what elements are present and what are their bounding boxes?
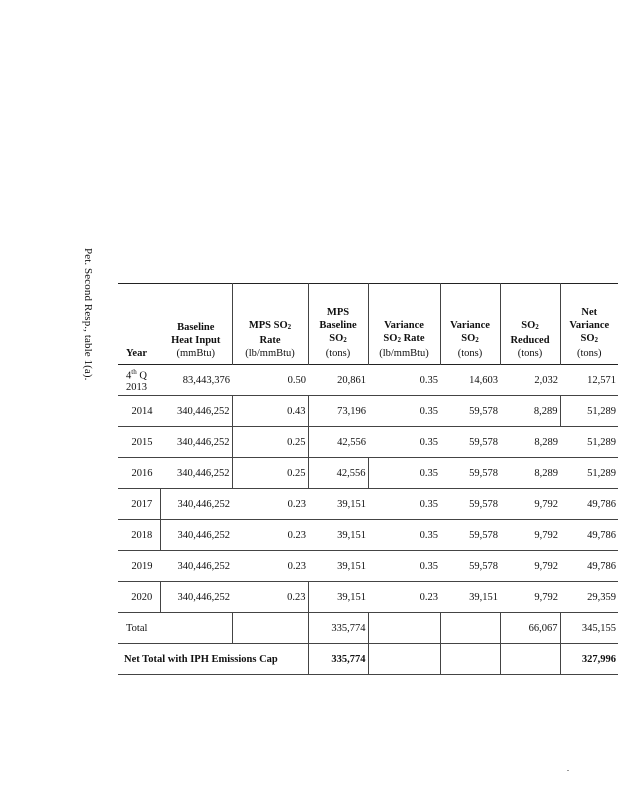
so2-reduced-cell: 8,289 [534,467,558,479]
variance-rate-cell: 0.35 [419,560,438,572]
heat-input-cell: 340,446,252 [177,560,230,572]
year-cell: 2016 [131,467,153,479]
so2-reduced-cell: 9,792 [534,560,558,572]
year-cell: 2014 [131,405,153,417]
table-row [118,396,618,427]
variance-so2-cell: 14,603 [469,374,498,386]
variance-rate-cell: 0.23 [419,591,438,603]
net-variance-cell: 51,289 [560,396,618,427]
heat-input-cell: 340,446,252 [160,489,232,520]
mps-rate-cell: 0.25 [232,458,308,489]
net-variance-cell: 51,289 [587,467,616,479]
total-row [118,613,618,644]
net-variance-cell: 49,786 [587,498,616,510]
year-cell: 2015 [131,436,153,448]
header-so2-reduced: $SO_2$ Reduced (tons) [500,284,560,365]
mps-rate-cell: 0.23 [287,529,306,541]
variance-rate-cell: 0.35 [419,374,438,386]
table-row [118,427,618,458]
mps-baseline-cell: 42,556 [308,427,368,458]
mps-baseline-cell: 20,861 [337,374,366,386]
mps-baseline-cell: 39,151 [337,529,366,541]
so2-reduced-cell: 8,289 [534,436,558,448]
variance-so2-cell: 39,151 [469,591,498,603]
net-total-mps-baseline: 335,774 [308,644,368,675]
net-total-empty [500,644,560,675]
net-variance-cell: 49,786 [587,560,616,572]
mps-rate-cell: 0.25 [232,427,308,458]
variance-rate-cell: 0.35 [419,436,438,448]
heat-input-cell: 340,446,252 [177,467,230,479]
variance-rate-cell: 0.35 [419,529,438,541]
heat-input-cell: 340,446,252 [160,520,232,551]
variance-so2-cell: 59,578 [469,498,498,510]
net-variance-cell: 12,571 [587,374,616,386]
heat-input-cell: 340,446,252 [177,405,230,417]
stray-mark [567,770,569,771]
so2-reduced-cell: 9,792 [534,498,558,510]
year-cell: 4th Q 2013 [126,368,147,393]
header-variance-rate: Variance $SO_2$ Rate (lb/mmBtu) [368,284,440,365]
table-row [118,458,618,489]
year-cell: 2017 [131,498,153,510]
total-mps-baseline: 335,774 [308,613,368,644]
net-total-empty [368,644,440,675]
so2-reduced-cell: 8,289 [533,405,558,417]
table-row [118,520,618,551]
total-empty [368,613,440,644]
net-variance-cell: 51,289 [587,436,616,448]
net-total-label: Net Total with IPH Emissions Cap [124,653,278,665]
total-so2-reduced: 66,067 [500,613,560,644]
mps-baseline-cell: 39,151 [337,560,366,572]
mps-rate-cell: 0.23 [287,560,306,572]
year-cell: 2020 [131,591,153,603]
header-mps-rate: MPS $SO_2$ Rate (lb/mmBtu) [232,284,308,365]
net-total-net-variance: 327,996 [560,644,618,675]
total-net-variance: 345,155 [560,613,618,644]
side-note: Pet. Second Resp., table 1(a). [82,248,94,381]
variance-rate-cell: 0.35 [419,498,438,510]
variance-so2-cell: 59,578 [469,467,498,479]
variance-so2-cell: 59,578 [469,436,498,448]
net-variance-cell: 49,786 [587,529,616,541]
mps-baseline-cell: 39,151 [308,582,368,613]
variance-so2-cell: 59,578 [469,405,498,417]
heat-input-cell: 340,446,252 [177,436,230,448]
total-empty [440,613,500,644]
table-row [118,551,618,582]
net-variance-cell: 29,359 [587,591,616,603]
variance-rate-cell: 0.35 [368,458,440,489]
variance-so2-cell: 59,578 [469,529,498,541]
mps-rate-cell: 0.43 [232,396,308,427]
header-year: Year [126,348,147,359]
total-label: Total [126,622,148,634]
so2-reduced-cell: 9,792 [534,529,558,541]
header-variance-so2: Variance $SO_2$ (tons) [440,284,500,365]
total-empty [232,613,308,644]
so2-reduced-cell: 2,032 [534,374,558,386]
header-heat-input: Baseline Heat Input (mmBtu) [171,322,221,359]
mps-rate-cell: 0.23 [287,498,306,510]
mps-rate-cell: 0.50 [287,374,306,386]
so2-variance-table [118,283,618,675]
heat-input-cell: 340,446,252 [160,582,232,613]
variance-so2-cell: 59,578 [469,560,498,572]
year-cell: 2018 [131,529,153,541]
net-total-empty [440,644,500,675]
mps-baseline-cell: 73,196 [308,396,368,427]
so2-reduced-cell: 9,792 [534,591,558,603]
table-row [118,489,618,520]
heat-input-cell: 83,443,376 [182,374,230,386]
header-row [118,284,618,365]
header-net-variance: Net Variance $SO_2$ (tons) [560,284,618,365]
mps-baseline-cell: 39,151 [337,498,366,510]
mps-baseline-cell: 42,556 [308,458,368,489]
year-cell: 2019 [131,560,153,572]
mps-rate-cell: 0.23 [287,591,306,603]
table-row [118,365,618,396]
variance-rate-cell: 0.35 [419,405,438,417]
table-row [118,582,618,613]
net-total-row [118,644,618,675]
header-mps-baseline: MPS Baseline $SO_2$ (tons) [308,284,368,365]
